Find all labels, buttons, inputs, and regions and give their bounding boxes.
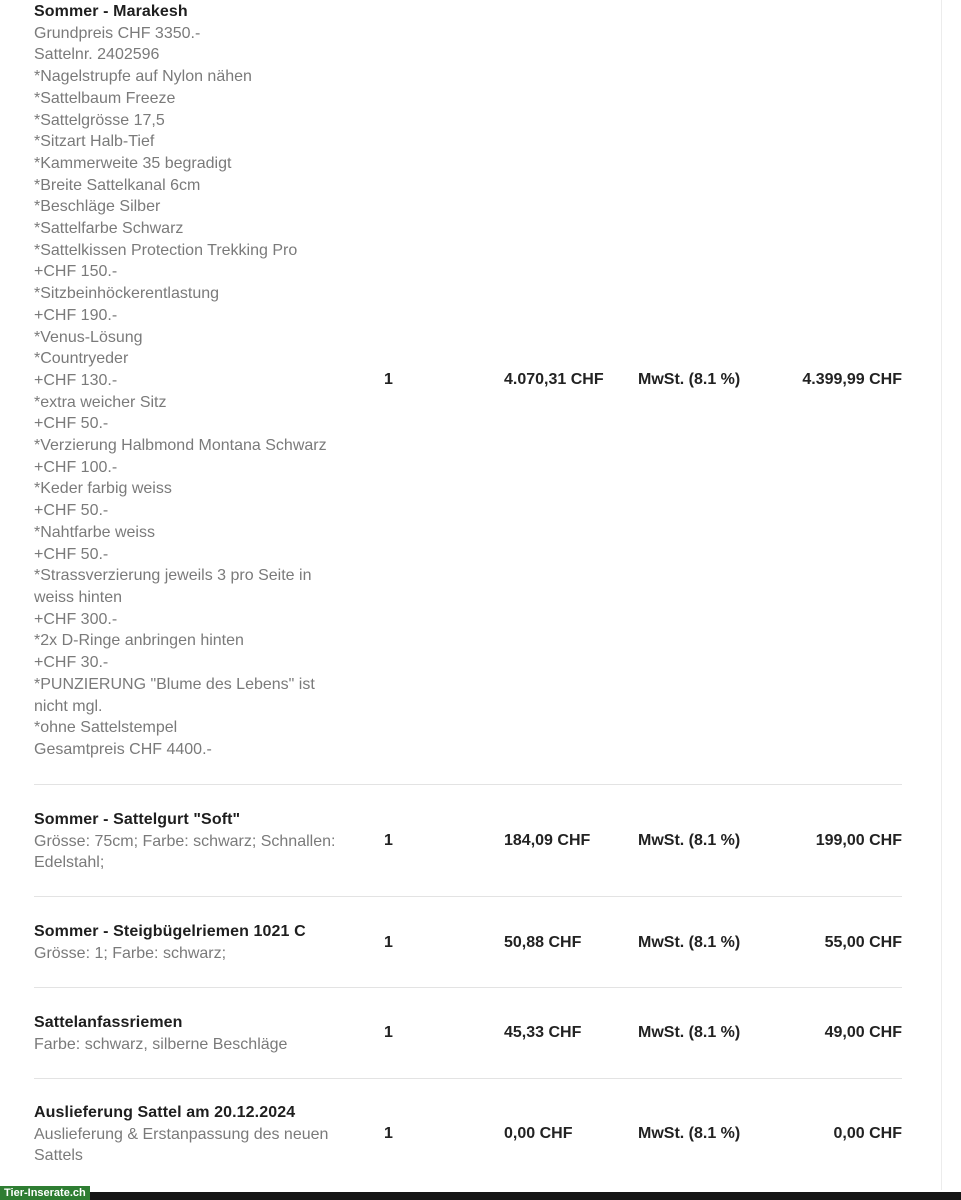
table-row — [34, 1012, 902, 1062]
row-divider — [34, 1078, 902, 1079]
item-unit-price: 0,00 CHF — [504, 1125, 573, 1142]
item-unit-price: 4.070,31 CHF — [504, 371, 604, 388]
watermark-label: Tier-Inserate.ch — [0, 1186, 90, 1200]
row-divider — [34, 784, 902, 785]
item-name: Sommer - Steigbügelriemen 1021 C — [34, 923, 306, 940]
item-description: Auslieferung & Erstanpassung des neuen Sattels — [34, 1125, 329, 1165]
item-total: 4.399,99 CHF — [802, 371, 902, 388]
item-description: Grösse: 75cm; Farbe: schwarz; Schnallen: Edelstahl; — [34, 832, 336, 872]
item-total: 199,00 CHF — [815, 832, 902, 849]
table-row — [34, 809, 902, 879]
table-row — [34, 1, 902, 771]
item-description: Grundpreis CHF 3350.- Sattelnr. 2402596 *Nagelstrupfe auf Nylon nähen *Sattelbaum Freeze *Sattelgrösse 17,5 *Sitzart Halb-Tief *Kammerweite 35 begradigt *Breite Sattelkanal 6cm *Beschläge Silber *Sattelfarbe Schwarz *Sattelkissen Protection Trekking Pro +CHF 150.- *Sitzbeinhöckerentlastung +CHF 190.- *Venus-Lösung *Countryeder +CHF 130.- *extra weicher Sitz +CHF 50.- *Verzierung Halbmond Montana Schwarz +CHF 100.- *Keder farbig weiss +CHF 50.- *Nahtfarbe weiss +CHF 50.- *Strassverzierung jeweils 3 pro Seite in weiss hinten +CHF 300.- *2x D-Ringe anbringen hinten +CHF 30.- *PUNZIERUNG "Blume des Lebens" ist nicht mgl. *ohne Sattelstempel Gesamtpreis CHF 4400.- — [34, 24, 327, 758]
item-tax: MwSt. (8.1 %) — [638, 371, 741, 388]
item-total: 0,00 CHF — [833, 1125, 902, 1142]
item-total: 55,00 CHF — [824, 934, 902, 951]
item-unit-price: 50,88 CHF — [504, 934, 582, 951]
table-row — [34, 1102, 902, 1172]
item-name: Sommer - Marakesh — [34, 3, 188, 20]
row-divider — [34, 987, 902, 988]
item-unit-price: 184,09 CHF — [504, 832, 591, 849]
item-unit-price: 45,33 CHF — [504, 1024, 582, 1041]
bottom-bar — [0, 1192, 961, 1200]
item-description: Farbe: schwarz, silberne Beschläge — [34, 1035, 288, 1053]
item-quantity: 1 — [384, 1125, 393, 1142]
item-name: Auslieferung Sattel am 20.12.2024 — [34, 1104, 296, 1121]
row-divider — [34, 896, 902, 897]
table-right-border — [941, 0, 942, 1190]
item-tax: MwSt. (8.1 %) — [638, 1125, 741, 1142]
item-name: Sommer - Sattelgurt "Soft" — [34, 811, 241, 828]
item-tax: MwSt. (8.1 %) — [638, 832, 741, 849]
table-row — [34, 921, 902, 971]
item-quantity: 1 — [384, 1024, 393, 1041]
item-quantity: 1 — [384, 371, 393, 388]
item-quantity: 1 — [384, 934, 393, 951]
item-quantity: 1 — [384, 832, 393, 849]
item-total: 49,00 CHF — [824, 1024, 902, 1041]
item-tax: MwSt. (8.1 %) — [638, 934, 741, 951]
item-name: Sattelanfassriemen — [34, 1014, 183, 1031]
item-tax: MwSt. (8.1 %) — [638, 1024, 741, 1041]
item-description: Grösse: 1; Farbe: schwarz; — [34, 944, 227, 962]
